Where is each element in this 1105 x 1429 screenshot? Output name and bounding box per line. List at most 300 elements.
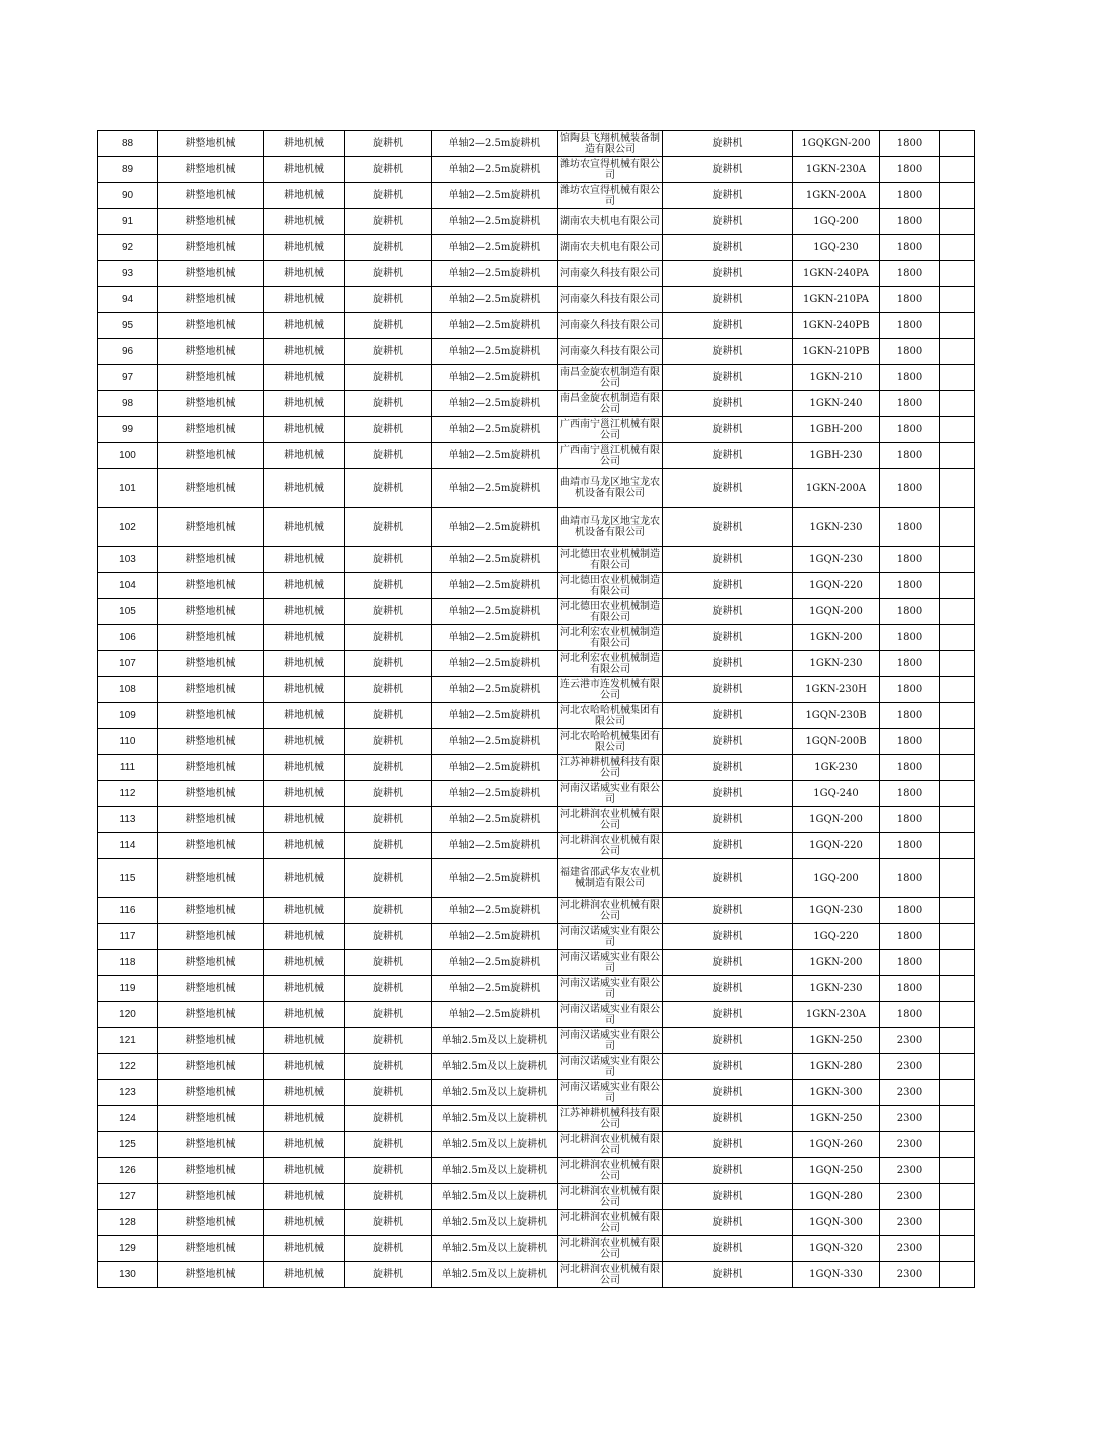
product-name-cell: 旋耕机 bbox=[663, 1106, 793, 1132]
machine-item-cell: 旋耕机 bbox=[345, 417, 432, 443]
machine-item-cell: 旋耕机 bbox=[345, 313, 432, 339]
row-number-cell: 119 bbox=[98, 976, 158, 1002]
manufacturer-cell bbox=[558, 235, 663, 261]
manufacturer-cell bbox=[558, 950, 663, 976]
manufacturer-cell bbox=[558, 261, 663, 287]
product-name-cell: 旋耕机 bbox=[663, 677, 793, 703]
manufacturer-cell bbox=[558, 469, 663, 508]
product-name-cell: 旋耕机 bbox=[663, 365, 793, 391]
subsidy-amount-cell: 1800 bbox=[880, 781, 940, 807]
machine-item-cell: 旋耕机 bbox=[345, 625, 432, 651]
remark-cell bbox=[940, 209, 975, 235]
machine-category-cell: 耕整地机械 bbox=[158, 183, 264, 209]
grade-spec-cell: 单轴2—2.5m旋耕机 bbox=[432, 729, 558, 755]
subsidy-amount-cell: 1800 bbox=[880, 833, 940, 859]
remark-cell bbox=[940, 651, 975, 677]
machine-category-cell: 耕整地机械 bbox=[158, 807, 264, 833]
model-cell: 1GKN-210PB bbox=[793, 339, 880, 365]
machine-item-cell: 旋耕机 bbox=[345, 1132, 432, 1158]
subsidy-amount-cell: 1800 bbox=[880, 547, 940, 573]
machine-item-cell: 旋耕机 bbox=[345, 1236, 432, 1262]
table-row bbox=[98, 1184, 975, 1210]
remark-cell bbox=[940, 391, 975, 417]
remark-cell bbox=[940, 1236, 975, 1262]
manufacturer-cell bbox=[558, 131, 663, 157]
table-row bbox=[98, 1236, 975, 1262]
remark-cell bbox=[940, 313, 975, 339]
machine-subcategory-cell: 耕地机械 bbox=[264, 1236, 345, 1262]
table-row bbox=[98, 1054, 975, 1080]
row-number-cell: 111 bbox=[98, 755, 158, 781]
machine-item-cell: 旋耕机 bbox=[345, 235, 432, 261]
table-row bbox=[98, 573, 975, 599]
row-number-cell: 91 bbox=[98, 209, 158, 235]
product-name-cell: 旋耕机 bbox=[663, 729, 793, 755]
product-name-cell: 旋耕机 bbox=[663, 339, 793, 365]
table-row bbox=[98, 235, 975, 261]
model-cell: 1GKN-200A bbox=[793, 469, 880, 508]
table-row bbox=[98, 898, 975, 924]
table-row bbox=[98, 950, 975, 976]
model-cell: 1GKN-210 bbox=[793, 365, 880, 391]
manufacturer-cell bbox=[558, 677, 663, 703]
machine-item-cell: 旋耕机 bbox=[345, 573, 432, 599]
row-number-cell: 99 bbox=[98, 417, 158, 443]
product-name-cell: 旋耕机 bbox=[663, 183, 793, 209]
manufacturer-name: 河北耕润农业机械有限公司 bbox=[560, 808, 660, 831]
remark-cell bbox=[940, 573, 975, 599]
product-name-cell: 旋耕机 bbox=[663, 859, 793, 898]
row-number-cell: 130 bbox=[98, 1262, 158, 1288]
manufacturer-name: 潍坊农宣得机械有限公司 bbox=[560, 158, 660, 181]
subsidy-amount-cell: 1800 bbox=[880, 417, 940, 443]
row-number-cell: 98 bbox=[98, 391, 158, 417]
machine-subcategory-cell: 耕地机械 bbox=[264, 1002, 345, 1028]
machine-subcategory-cell: 耕地机械 bbox=[264, 1028, 345, 1054]
manufacturer-name: 江苏神耕机械科技有限公司 bbox=[560, 756, 660, 779]
manufacturer-cell bbox=[558, 599, 663, 625]
remark-cell bbox=[940, 1262, 975, 1288]
manufacturer-name: 河北德田农业机械制造有限公司 bbox=[560, 600, 660, 623]
machine-subcategory-cell: 耕地机械 bbox=[264, 469, 345, 508]
subsidy-amount-cell: 1800 bbox=[880, 157, 940, 183]
machine-category-cell: 耕整地机械 bbox=[158, 443, 264, 469]
manufacturer-cell bbox=[558, 1210, 663, 1236]
machine-subcategory-cell: 耕地机械 bbox=[264, 625, 345, 651]
table-row bbox=[98, 209, 975, 235]
model-cell: 1GKN-230 bbox=[793, 651, 880, 677]
manufacturer-name: 河南豪久科技有限公司 bbox=[560, 320, 660, 331]
model-cell: 1GKN-300 bbox=[793, 1080, 880, 1106]
machine-subcategory-cell: 耕地机械 bbox=[264, 183, 345, 209]
model-cell: 1GKN-230A bbox=[793, 157, 880, 183]
manufacturer-cell bbox=[558, 339, 663, 365]
machine-item-cell: 旋耕机 bbox=[345, 209, 432, 235]
machine-subcategory-cell: 耕地机械 bbox=[264, 807, 345, 833]
product-name-cell: 旋耕机 bbox=[663, 1236, 793, 1262]
product-name-cell: 旋耕机 bbox=[663, 573, 793, 599]
machine-category-cell: 耕整地机械 bbox=[158, 703, 264, 729]
manufacturer-name: 河南汉诺威实业有限公司 bbox=[560, 1081, 660, 1104]
table-row bbox=[98, 417, 975, 443]
grade-spec-cell: 单轴2—2.5m旋耕机 bbox=[432, 859, 558, 898]
remark-cell bbox=[940, 599, 975, 625]
product-name-cell: 旋耕机 bbox=[663, 1210, 793, 1236]
table-row bbox=[98, 183, 975, 209]
model-cell: 1GQN-230 bbox=[793, 547, 880, 573]
remark-cell bbox=[940, 859, 975, 898]
table-body bbox=[98, 131, 975, 1288]
table-row bbox=[98, 677, 975, 703]
machine-item-cell: 旋耕机 bbox=[345, 365, 432, 391]
model-cell: 1GQN-220 bbox=[793, 573, 880, 599]
table-row bbox=[98, 1106, 975, 1132]
subsidy-amount-cell: 1800 bbox=[880, 339, 940, 365]
model-cell: 1GKN-240PB bbox=[793, 313, 880, 339]
subsidy-amount-cell: 2300 bbox=[880, 1262, 940, 1288]
machine-category-cell: 耕整地机械 bbox=[158, 625, 264, 651]
machine-subcategory-cell: 耕地机械 bbox=[264, 898, 345, 924]
model-cell: 1GKN-230H bbox=[793, 677, 880, 703]
machine-category-cell: 耕整地机械 bbox=[158, 573, 264, 599]
table-row bbox=[98, 339, 975, 365]
machine-subcategory-cell: 耕地机械 bbox=[264, 391, 345, 417]
grade-spec-cell: 单轴2—2.5m旋耕机 bbox=[432, 703, 558, 729]
row-number-cell: 110 bbox=[98, 729, 158, 755]
model-cell: 1GKN-200 bbox=[793, 625, 880, 651]
grade-spec-cell: 单轴2.5m及以上旋耕机 bbox=[432, 1236, 558, 1262]
remark-cell bbox=[940, 703, 975, 729]
manufacturer-name: 河南汉诺威实业有限公司 bbox=[560, 782, 660, 805]
remark-cell bbox=[940, 1080, 975, 1106]
machine-item-cell: 旋耕机 bbox=[345, 833, 432, 859]
row-number-cell: 94 bbox=[98, 287, 158, 313]
grade-spec-cell: 单轴2—2.5m旋耕机 bbox=[432, 599, 558, 625]
manufacturer-name: 河南汉诺威实业有限公司 bbox=[560, 977, 660, 1000]
model-cell: 1GQN-280 bbox=[793, 1184, 880, 1210]
table-row bbox=[98, 157, 975, 183]
row-number-cell: 114 bbox=[98, 833, 158, 859]
manufacturer-name: 河南豪久科技有限公司 bbox=[560, 346, 660, 357]
manufacturer-cell bbox=[558, 755, 663, 781]
remark-cell bbox=[940, 339, 975, 365]
machine-subcategory-cell: 耕地机械 bbox=[264, 235, 345, 261]
remark-cell bbox=[940, 443, 975, 469]
model-cell: 1GBH-230 bbox=[793, 443, 880, 469]
machine-item-cell: 旋耕机 bbox=[345, 469, 432, 508]
grade-spec-cell: 单轴2—2.5m旋耕机 bbox=[432, 313, 558, 339]
manufacturer-cell bbox=[558, 391, 663, 417]
subsidy-amount-cell: 1800 bbox=[880, 235, 940, 261]
manufacturer-name: 福建省邵武华友农业机械制造有限公司 bbox=[560, 867, 660, 889]
table-row bbox=[98, 924, 975, 950]
machine-item-cell: 旋耕机 bbox=[345, 508, 432, 547]
manufacturer-cell bbox=[558, 807, 663, 833]
manufacturer-name: 河南汉诺威实业有限公司 bbox=[560, 1029, 660, 1052]
machine-subcategory-cell: 耕地机械 bbox=[264, 157, 345, 183]
grade-spec-cell: 单轴2.5m及以上旋耕机 bbox=[432, 1262, 558, 1288]
grade-spec-cell: 单轴2—2.5m旋耕机 bbox=[432, 391, 558, 417]
product-name-cell: 旋耕机 bbox=[663, 651, 793, 677]
manufacturer-name: 河北耕润农业机械有限公司 bbox=[560, 834, 660, 857]
remark-cell bbox=[940, 924, 975, 950]
manufacturer-cell bbox=[558, 859, 663, 898]
table-row bbox=[98, 131, 975, 157]
row-number-cell: 118 bbox=[98, 950, 158, 976]
machine-subcategory-cell: 耕地机械 bbox=[264, 703, 345, 729]
manufacturer-cell bbox=[558, 651, 663, 677]
grade-spec-cell: 单轴2—2.5m旋耕机 bbox=[432, 677, 558, 703]
row-number-cell: 100 bbox=[98, 443, 158, 469]
remark-cell bbox=[940, 1028, 975, 1054]
manufacturer-cell bbox=[558, 1262, 663, 1288]
manufacturer-name: 河北农哈哈机械集团有限公司 bbox=[560, 704, 660, 727]
subsidy-amount-cell: 1800 bbox=[880, 976, 940, 1002]
row-number-cell: 117 bbox=[98, 924, 158, 950]
manufacturer-cell bbox=[558, 729, 663, 755]
machine-category-cell: 耕整地机械 bbox=[158, 339, 264, 365]
manufacturer-cell bbox=[558, 573, 663, 599]
manufacturer-name: 河北耕润农业机械有限公司 bbox=[560, 899, 660, 922]
manufacturer-name: 河北利宏农业机械制造有限公司 bbox=[560, 652, 660, 675]
remark-cell bbox=[940, 729, 975, 755]
machine-category-cell: 耕整地机械 bbox=[158, 1236, 264, 1262]
subsidy-amount-cell: 1800 bbox=[880, 703, 940, 729]
machine-category-cell: 耕整地机械 bbox=[158, 1002, 264, 1028]
subsidy-product-table bbox=[97, 130, 975, 1288]
subsidy-amount-cell: 2300 bbox=[880, 1132, 940, 1158]
machine-subcategory-cell: 耕地机械 bbox=[264, 1132, 345, 1158]
grade-spec-cell: 单轴2—2.5m旋耕机 bbox=[432, 339, 558, 365]
machine-item-cell: 旋耕机 bbox=[345, 729, 432, 755]
row-number-cell: 107 bbox=[98, 651, 158, 677]
model-cell: 1GQN-250 bbox=[793, 1158, 880, 1184]
table-row bbox=[98, 391, 975, 417]
product-name-cell: 旋耕机 bbox=[663, 209, 793, 235]
grade-spec-cell: 单轴2—2.5m旋耕机 bbox=[432, 183, 558, 209]
subsidy-amount-cell: 2300 bbox=[880, 1158, 940, 1184]
manufacturer-name: 河北耕润农业机械有限公司 bbox=[560, 1237, 660, 1260]
row-number-cell: 97 bbox=[98, 365, 158, 391]
product-name-cell: 旋耕机 bbox=[663, 287, 793, 313]
remark-cell bbox=[940, 1158, 975, 1184]
grade-spec-cell: 单轴2.5m及以上旋耕机 bbox=[432, 1080, 558, 1106]
manufacturer-name: 河南汉诺威实业有限公司 bbox=[560, 951, 660, 974]
manufacturer-name: 河北耕润农业机械有限公司 bbox=[560, 1211, 660, 1234]
subsidy-amount-cell: 1800 bbox=[880, 898, 940, 924]
machine-category-cell: 耕整地机械 bbox=[158, 313, 264, 339]
subsidy-amount-cell: 1800 bbox=[880, 859, 940, 898]
row-number-cell: 101 bbox=[98, 469, 158, 508]
grade-spec-cell: 单轴2—2.5m旋耕机 bbox=[432, 755, 558, 781]
grade-spec-cell: 单轴2.5m及以上旋耕机 bbox=[432, 1184, 558, 1210]
machine-category-cell: 耕整地机械 bbox=[158, 729, 264, 755]
table-row bbox=[98, 1002, 975, 1028]
product-name-cell: 旋耕机 bbox=[663, 547, 793, 573]
grade-spec-cell: 单轴2—2.5m旋耕机 bbox=[432, 287, 558, 313]
machine-item-cell: 旋耕机 bbox=[345, 157, 432, 183]
manufacturer-name: 河北耕润农业机械有限公司 bbox=[560, 1185, 660, 1208]
product-name-cell: 旋耕机 bbox=[663, 1002, 793, 1028]
grade-spec-cell: 单轴2—2.5m旋耕机 bbox=[432, 469, 558, 508]
machine-category-cell: 耕整地机械 bbox=[158, 1080, 264, 1106]
subsidy-amount-cell: 2300 bbox=[880, 1236, 940, 1262]
product-name-cell: 旋耕机 bbox=[663, 807, 793, 833]
remark-cell bbox=[940, 807, 975, 833]
machine-subcategory-cell: 耕地机械 bbox=[264, 287, 345, 313]
manufacturer-cell bbox=[558, 183, 663, 209]
manufacturer-name: 广西南宁邕江机械有限公司 bbox=[560, 444, 660, 467]
machine-item-cell: 旋耕机 bbox=[345, 807, 432, 833]
manufacturer-name: 河北德田农业机械制造有限公司 bbox=[560, 548, 660, 571]
machine-category-cell: 耕整地机械 bbox=[158, 469, 264, 508]
grade-spec-cell: 单轴2—2.5m旋耕机 bbox=[432, 573, 558, 599]
machine-category-cell: 耕整地机械 bbox=[158, 209, 264, 235]
manufacturer-cell bbox=[558, 1080, 663, 1106]
table-row bbox=[98, 1158, 975, 1184]
manufacturer-name: 河南汉诺威实业有限公司 bbox=[560, 1055, 660, 1078]
machine-subcategory-cell: 耕地机械 bbox=[264, 950, 345, 976]
table-row bbox=[98, 859, 975, 898]
table-row bbox=[98, 781, 975, 807]
table-row bbox=[98, 261, 975, 287]
subsidy-amount-cell: 1800 bbox=[880, 1002, 940, 1028]
product-name-cell: 旋耕机 bbox=[663, 599, 793, 625]
row-number-cell: 127 bbox=[98, 1184, 158, 1210]
row-number-cell: 116 bbox=[98, 898, 158, 924]
subsidy-amount-cell: 1800 bbox=[880, 573, 940, 599]
machine-category-cell: 耕整地机械 bbox=[158, 547, 264, 573]
table-row bbox=[98, 807, 975, 833]
grade-spec-cell: 单轴2—2.5m旋耕机 bbox=[432, 209, 558, 235]
row-number-cell: 104 bbox=[98, 573, 158, 599]
model-cell: 1GKN-230 bbox=[793, 976, 880, 1002]
manufacturer-name: 河北德田农业机械制造有限公司 bbox=[560, 574, 660, 597]
machine-category-cell: 耕整地机械 bbox=[158, 599, 264, 625]
manufacturer-name: 湖南农夫机电有限公司 bbox=[560, 242, 660, 253]
row-number-cell: 103 bbox=[98, 547, 158, 573]
remark-cell bbox=[940, 976, 975, 1002]
machine-subcategory-cell: 耕地机械 bbox=[264, 651, 345, 677]
machine-category-cell: 耕整地机械 bbox=[158, 755, 264, 781]
machine-item-cell: 旋耕机 bbox=[345, 755, 432, 781]
model-cell: 1GQN-200 bbox=[793, 807, 880, 833]
grade-spec-cell: 单轴2—2.5m旋耕机 bbox=[432, 950, 558, 976]
machine-item-cell: 旋耕机 bbox=[345, 131, 432, 157]
machine-category-cell: 耕整地机械 bbox=[158, 859, 264, 898]
model-cell: 1GQN-230B bbox=[793, 703, 880, 729]
row-number-cell: 129 bbox=[98, 1236, 158, 1262]
table-row bbox=[98, 313, 975, 339]
machine-subcategory-cell: 耕地机械 bbox=[264, 1054, 345, 1080]
subsidy-amount-cell: 1800 bbox=[880, 365, 940, 391]
machine-item-cell: 旋耕机 bbox=[345, 1054, 432, 1080]
remark-cell bbox=[940, 287, 975, 313]
manufacturer-name: 江苏神耕机械科技有限公司 bbox=[560, 1107, 660, 1130]
row-number-cell: 102 bbox=[98, 508, 158, 547]
model-cell: 1GQ-230 bbox=[793, 235, 880, 261]
machine-item-cell: 旋耕机 bbox=[345, 924, 432, 950]
machine-category-cell: 耕整地机械 bbox=[158, 950, 264, 976]
table-row bbox=[98, 833, 975, 859]
machine-category-cell: 耕整地机械 bbox=[158, 1158, 264, 1184]
product-name-cell: 旋耕机 bbox=[663, 1028, 793, 1054]
model-cell: 1GKN-200A bbox=[793, 183, 880, 209]
grade-spec-cell: 单轴2—2.5m旋耕机 bbox=[432, 976, 558, 1002]
machine-subcategory-cell: 耕地机械 bbox=[264, 755, 345, 781]
machine-subcategory-cell: 耕地机械 bbox=[264, 1184, 345, 1210]
product-name-cell: 旋耕机 bbox=[663, 1158, 793, 1184]
machine-subcategory-cell: 耕地机械 bbox=[264, 313, 345, 339]
subsidy-amount-cell: 1800 bbox=[880, 209, 940, 235]
manufacturer-cell bbox=[558, 924, 663, 950]
model-cell: 1GKN-240 bbox=[793, 391, 880, 417]
subsidy-amount-cell: 1800 bbox=[880, 443, 940, 469]
product-name-cell: 旋耕机 bbox=[663, 950, 793, 976]
remark-cell bbox=[940, 261, 975, 287]
table-row bbox=[98, 625, 975, 651]
remark-cell bbox=[940, 508, 975, 547]
manufacturer-name: 连云港市连发机械有限公司 bbox=[560, 678, 660, 701]
machine-subcategory-cell: 耕地机械 bbox=[264, 339, 345, 365]
manufacturer-cell bbox=[558, 976, 663, 1002]
grade-spec-cell: 单轴2.5m及以上旋耕机 bbox=[432, 1158, 558, 1184]
model-cell: 1GQ-200 bbox=[793, 859, 880, 898]
row-number-cell: 112 bbox=[98, 781, 158, 807]
machine-subcategory-cell: 耕地机械 bbox=[264, 365, 345, 391]
machine-category-cell: 耕整地机械 bbox=[158, 391, 264, 417]
manufacturer-cell bbox=[558, 1236, 663, 1262]
table-row bbox=[98, 976, 975, 1002]
model-cell: 1GQN-300 bbox=[793, 1210, 880, 1236]
subsidy-amount-cell: 1800 bbox=[880, 261, 940, 287]
machine-category-cell: 耕整地机械 bbox=[158, 1262, 264, 1288]
machine-subcategory-cell: 耕地机械 bbox=[264, 1106, 345, 1132]
product-name-cell: 旋耕机 bbox=[663, 1132, 793, 1158]
machine-item-cell: 旋耕机 bbox=[345, 1002, 432, 1028]
grade-spec-cell: 单轴2—2.5m旋耕机 bbox=[432, 417, 558, 443]
manufacturer-cell bbox=[558, 1132, 663, 1158]
machine-item-cell: 旋耕机 bbox=[345, 1184, 432, 1210]
model-cell: 1GQN-260 bbox=[793, 1132, 880, 1158]
machine-subcategory-cell: 耕地机械 bbox=[264, 508, 345, 547]
machine-item-cell: 旋耕机 bbox=[345, 183, 432, 209]
row-number-cell: 125 bbox=[98, 1132, 158, 1158]
grade-spec-cell: 单轴2—2.5m旋耕机 bbox=[432, 1002, 558, 1028]
grade-spec-cell: 单轴2—2.5m旋耕机 bbox=[432, 443, 558, 469]
machine-item-cell: 旋耕机 bbox=[345, 859, 432, 898]
table-row bbox=[98, 755, 975, 781]
subsidy-amount-cell: 1800 bbox=[880, 508, 940, 547]
machine-item-cell: 旋耕机 bbox=[345, 976, 432, 1002]
machine-category-cell: 耕整地机械 bbox=[158, 287, 264, 313]
grade-spec-cell: 单轴2—2.5m旋耕机 bbox=[432, 365, 558, 391]
product-name-cell: 旋耕机 bbox=[663, 313, 793, 339]
row-number-cell: 90 bbox=[98, 183, 158, 209]
remark-cell bbox=[940, 625, 975, 651]
manufacturer-name: 河北农哈哈机械集团有限公司 bbox=[560, 730, 660, 753]
manufacturer-cell bbox=[558, 508, 663, 547]
manufacturer-cell bbox=[558, 833, 663, 859]
manufacturer-cell bbox=[558, 1002, 663, 1028]
manufacturer-cell bbox=[558, 209, 663, 235]
row-number-cell: 105 bbox=[98, 599, 158, 625]
machine-item-cell: 旋耕机 bbox=[345, 1262, 432, 1288]
table-row bbox=[98, 599, 975, 625]
table-row bbox=[98, 1132, 975, 1158]
remark-cell bbox=[940, 157, 975, 183]
machine-item-cell: 旋耕机 bbox=[345, 781, 432, 807]
